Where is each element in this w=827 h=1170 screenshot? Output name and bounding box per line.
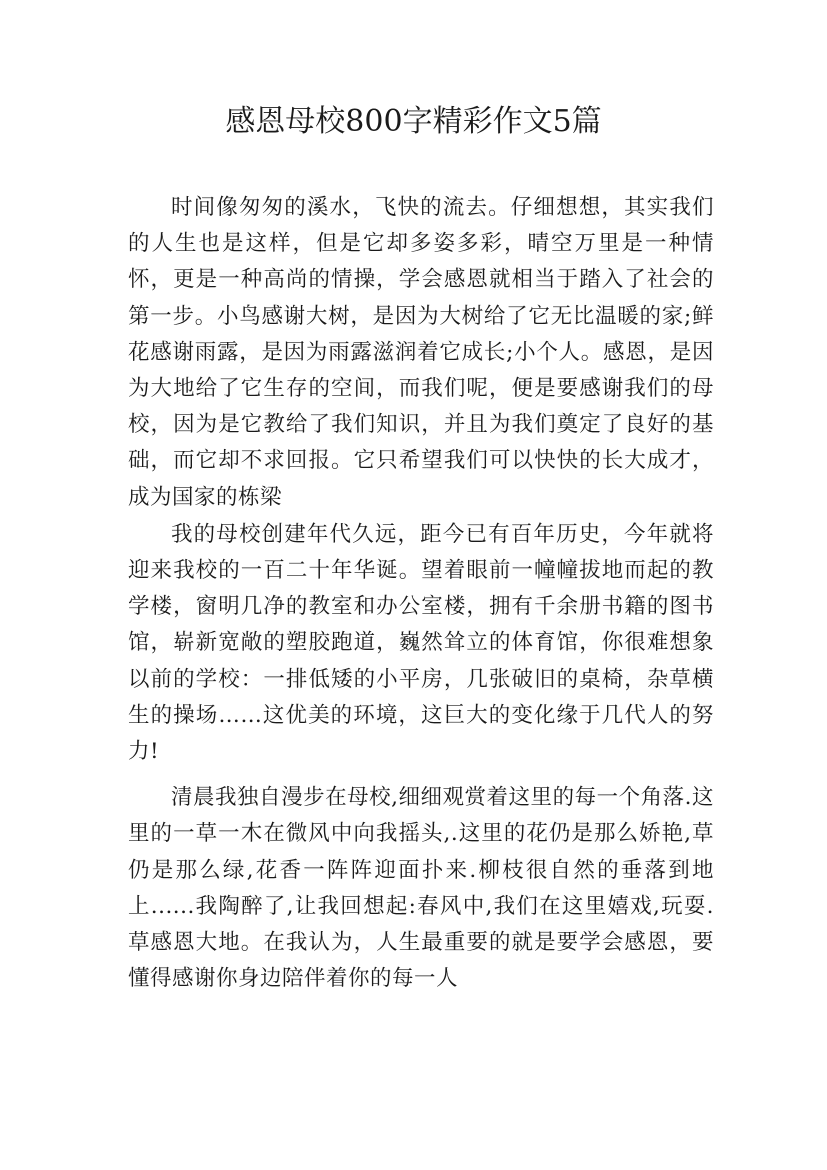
paragraph-1: 时间像匆匆的溪水，飞快的流去。仔细想想，其实我们的人生也是这样，但是它却多姿多彩，晴空万里是一种情怀，更是一种高尚的情操，学会感恩就相当于踏入了社会的第一步。小鸟感谢大树，是因为大树给了它无比温暖的家;鲜花感谢雨露，是因为雨露滋润着它成长;小个人。感恩，是因为大地给了它生存的空间，而我们呢，便是要感谢我们的母校，因为是它教给了我们知识，并且为我们奠定了良好的基础，而它却不求回报。它只希望我们可以快快的长大成才，成为国家的栋梁	[128, 195, 714, 510]
paragraph-3: 清晨我独自漫步在母校,细细观赏着这里的每一个角落.这里的一草一木在微风中向我摇头,.这里的花仍是那么娇艳,草仍是那么绿,花香一阵阵迎面扑来.柳枝很自然的垂落到地上......我陶醉了,让我回想起:春风中,我们在这里嬉戏,玩耍.草感恩大地。在我认为，人生最重要的就是要学会感恩，要懂得感谢你身边陪伴着你的每一人	[128, 785, 714, 992]
document-body	[128, 190, 714, 997]
paragraph-2: 我的母校创建年代久远，距今已有百年历史，今年就将迎来我校的一百二十年华诞。望着眼前一幢幢拔地而起的教学楼，窗明几净的教室和办公室楼，拥有千余册书籍的图书馆，崭新宽敞的塑胶跑道，巍然耸立的体育馆，你很难想象以前的学校：一排低矮的小平房，几张破旧的桌椅，杂草横生的操场……这优美的环境，这巨大的变化缘于几代人的努力!	[128, 521, 714, 765]
document-title: 感恩母校800字精彩作文5篇	[225, 104, 602, 139]
